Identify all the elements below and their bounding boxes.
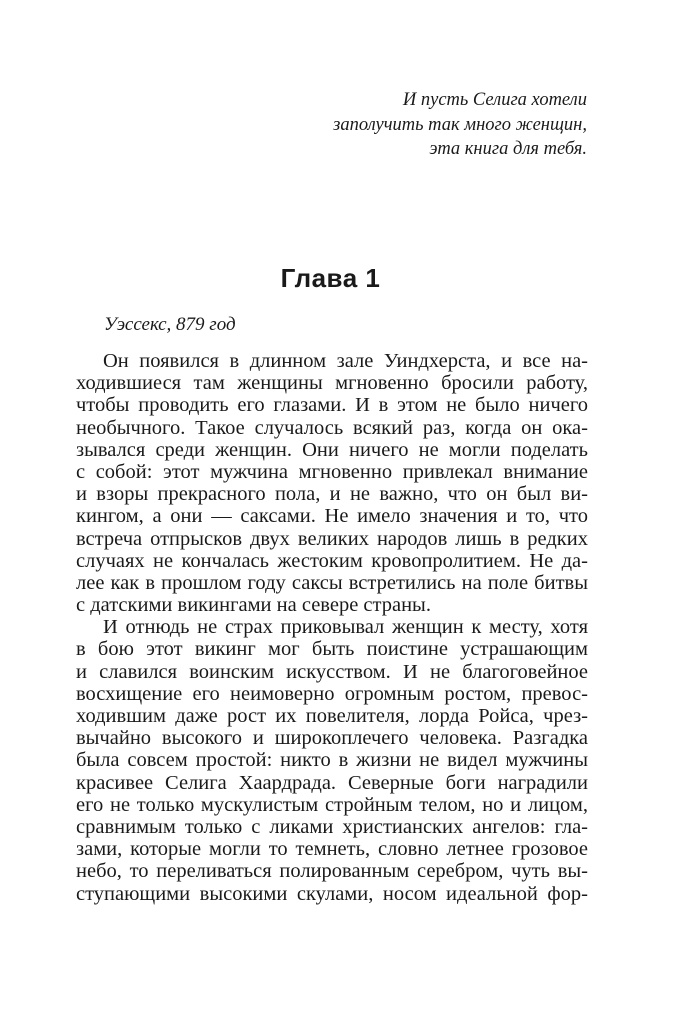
- text-line: И отнюдь не страх приковывал женщин к месту, хотя: [103, 616, 588, 639]
- epigraph-line: заполучить так много женщин,: [333, 114, 587, 135]
- text-line: и славился воинским искусством. И не благоговейное: [76, 660, 588, 683]
- text-line: с собой: этот мужчина мгновенно привлекал внимание: [76, 460, 588, 483]
- text-line: лее как в прошлом году саксы встретились на поле битвы: [76, 571, 588, 594]
- text-line: зами, которые могли то темнеть, словно летнее грозовое: [76, 838, 588, 861]
- body-text: [76, 350, 588, 905]
- text-line: случаях не кончалась жестоким кровопролитием. Не да-: [76, 549, 588, 572]
- text-line: ступающими высокими скулами, носом идеальной фор-: [76, 882, 588, 905]
- text-line: зывался среди женщин. Они ничего не могли поделать: [76, 438, 588, 461]
- text-line: встреча отпрысков двух великих народов лишь в редких: [76, 527, 588, 550]
- text-line: его не только мускулистым стройным телом, но и лицом,: [76, 793, 588, 816]
- text-line: восхищение его неимоверно огромным ростом, превос-: [76, 682, 588, 705]
- text-line: сравнимым только с ликами христианских ангелов: гла-: [76, 815, 588, 838]
- epigraph-line: И пусть Селига хотели: [402, 90, 587, 110]
- text-line: ходившиеся там женщины мгновенно бросили работу,: [76, 372, 588, 395]
- text-line: Он появился в длинном зале Уиндхерста, и все на-: [103, 350, 588, 372]
- text-line: в бою этот викинг мог быть поистине устрашающим: [76, 638, 588, 661]
- text-line: ходившим даже рост их повелителя, лорда Ройса, чрез-: [76, 705, 588, 727]
- place-date: Уэссекс, 879 год: [104, 314, 236, 335]
- text-line: и взоры прекрасного пола, и не важно, что он был ви-: [76, 483, 588, 506]
- text-line: красивее Селига Хаардрада. Северные боги наградили: [76, 771, 588, 794]
- epigraph-line: эта книга для тебя.: [429, 139, 587, 159]
- text-line: была совсем простой: никто в жизни не видел мужчины: [76, 749, 588, 772]
- text-line: с датскими викингами на севере страны.: [76, 594, 431, 617]
- text-line: кингом, а они — саксами. Не имело значения и то, что: [76, 505, 588, 528]
- text-line: небо, то переливаться полированным серебром, чуть вы-: [76, 860, 588, 883]
- text-line: необычного. Такое случалось всякий раз, когда он ока-: [76, 416, 588, 439]
- chapter-title: Глава 1: [280, 263, 381, 293]
- text-line: вычайно высокого и широкоплечего человека. Разгадка: [76, 727, 588, 750]
- epigraph: [287, 88, 587, 162]
- paragraph-2: [76, 616, 588, 904]
- text-line: чтобы проводить его глазами. И в этом не было ничего: [76, 394, 588, 417]
- paragraph-1: [76, 350, 588, 616]
